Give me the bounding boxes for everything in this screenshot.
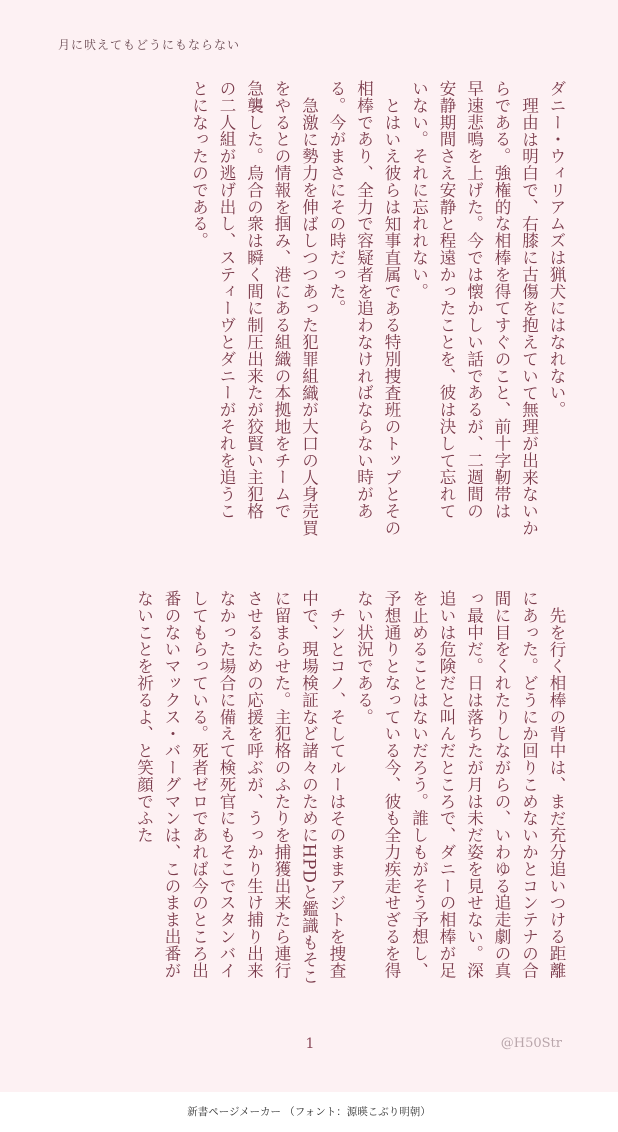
generator-credit: 新書ページメーカー （フォント：源暎こぶり明朝） bbox=[187, 1106, 431, 1118]
text-block-top bbox=[50, 80, 570, 536]
author-handle: @H50Str bbox=[500, 1036, 562, 1051]
running-title: 月に吠えてもどうにもならない bbox=[58, 38, 241, 52]
paragraph: 理由は明白で、右膝に古傷を抱えていて無理が出来ないからである。強権的な相棒を得てすぐのこと、前十字靭帯は早速悲鳴を上げた。今では懐かしい話であるが、二週間の安静期間さえ安静と程遠かったことを、彼は決して忘れていない。それに忘れれない。 bbox=[409, 80, 539, 536]
paragraph: チンとコノ、そしてルーはそのままアジトを捜査中で、現場検証など諸々のためにHPDと鑑識もそこに留まらせた。主犯格のふたりを捕獲出来たら連行させるための応援を呼ぶが、うっかり生け捕り出来なかった場合に備えて検死官にもそこでスタンバイしてもらっている。死者ゼロであれば今のところ出番のないマックス・バーグマンは、このまま出番がないことを祈るよ、と笑顔でふた bbox=[134, 590, 346, 985]
text-block-bottom bbox=[50, 590, 570, 990]
paragraph: 急激に勢力を伸ばしつつあった犯罪組織が大口の人身売買をやるとの情報を掴み、港にある組織の本拠地をチームで急襲した。烏合の衆は瞬く間に制圧出来たが狡賢い主犯格の二人組が逃げ出し、スティーヴとダニーがそれを追うことになったのである。 bbox=[189, 80, 319, 536]
paragraph: ダニー・ウィリアムズは猟犬にはなれない。 bbox=[547, 80, 566, 418]
paragraph: とはいえ彼らは知事直属である特別捜査班のトップとその相棒であり、全力で容疑者を追わなければならない時がある。今がまさにその時だった。 bbox=[327, 80, 401, 536]
paragraph: 先を行く相棒の背中は、まだ充分追いつける距離にあった。どうにか回りこめないかとコンテナの合間に目をくれたりしながらの、いわゆる追走劇の真っ最中だ。日は落ちたが月は未だ姿を見せない。深追いは危険だと叫んだところで、ダニーの相棒が足を止めることはないだろう。誰しもがそう予想し、予想通りとなっている今、彼も全力疾走せざるを得ない状況である。 bbox=[354, 590, 566, 979]
page-number: 1 bbox=[305, 1036, 315, 1052]
